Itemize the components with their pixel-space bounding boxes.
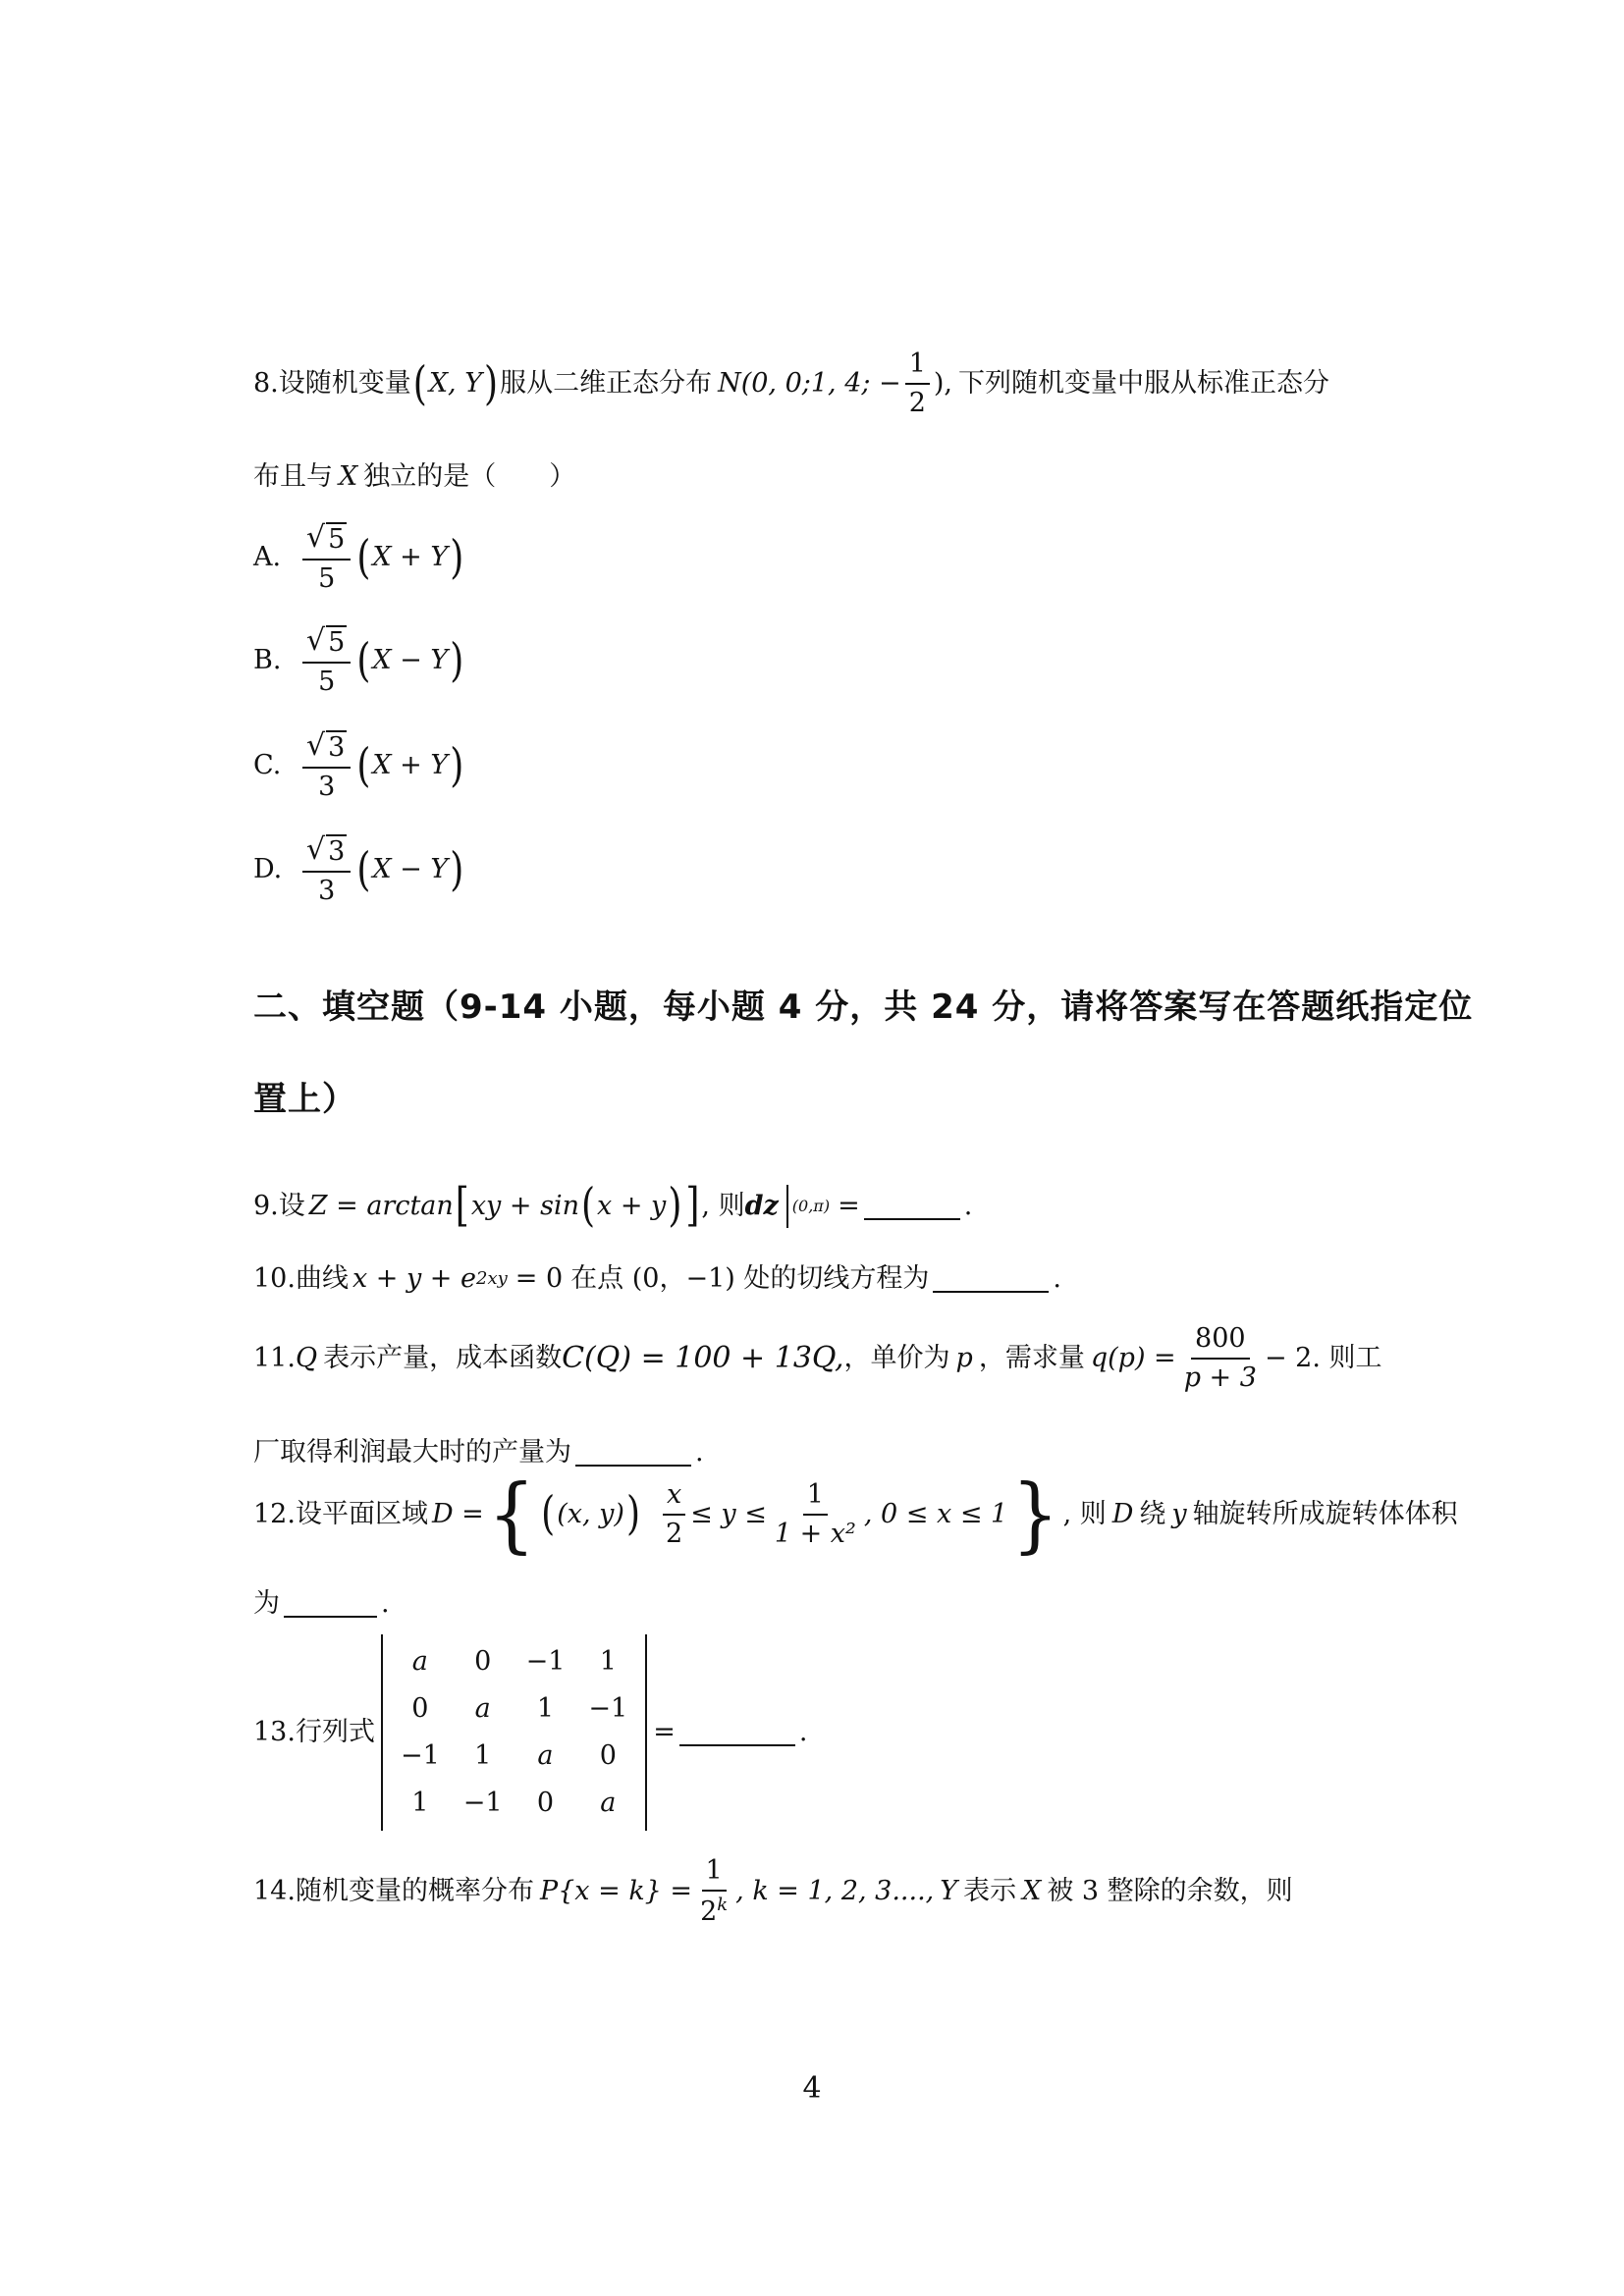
q12-line1: 12.设平面区域 D = { ( (x, y) ) $\frac{x}{2}$ ≤ y ≤ $\frac{1}{\text{1 + x²}}$ , 0 ≤ x ≤ 1 } , 则 D 绕 y 轴旋转所成旋转体体积 (253, 1466, 1458, 1563)
page-number: 4 (802, 2071, 822, 2106)
det-row: 0 a 1 −1 (411, 1692, 628, 1724)
q8-line1: 8.设随机变量 ( X, Y ) 服从二维正态分布 N(0, 0;1, 4; − $\frac{1}{2}$ ), 下列随机变量中服从标准正态分 (253, 348, 1329, 419)
det-row: −1 1 a 0 (400, 1739, 617, 1771)
section-heading-line2: 置上） (253, 1080, 356, 1119)
fraction-half: $\frac{1}{2}$ (905, 348, 930, 420)
q8-line2: 布且与 X 独立的是（ ） (253, 461, 576, 492)
section-heading-line1: 二、填空题（9-14 小题，每小题 4 分，共 24 分，请将答案写在答题纸指定位 (253, 988, 1474, 1027)
q10-line: 10.曲线 x + y + e 2xy = 0 在点 (0，−1) 处的切线方程为 . (253, 1263, 1061, 1294)
q14-line: 14.随机变量的概率分布 P{x = k} = $\frac{1}{2^k}$ , k = 1, 2, 3...., Y 表示 X 被 3 整除的余数，则 (253, 1855, 1293, 1928)
det-row: a 0 −1 1 (411, 1645, 617, 1677)
q8-option-a: A. √ 5 5 ( X + Y ) (253, 520, 464, 594)
q11-line1: 11. Q 表示产量，成本函数 C(Q) = 100 + 13Q, ，单价为 p ，需求量 q(p) = $\frac{800}{p + 3}$ − 2. 则工 (253, 1323, 1382, 1394)
determinant (381, 1634, 647, 1831)
q9-answer-blank[interactable] (864, 1193, 960, 1220)
q13-line: 13.行列式 a 0 −1 1 0 a 1 −1 −1 1 a 0 1 −1 0 a = . (253, 1634, 1379, 1831)
q9-line: 9.设 Z = arctan [ xy + sin ( x + y ) ] , 则 dz (0,π) = . (253, 1180, 973, 1233)
q8-option-d: D. √ 3 3 ( X − Y ) (253, 832, 464, 906)
det-row: 1 −1 0 a (411, 1787, 617, 1818)
q8-option-c: C. √ 3 3 ( X + Y ) (253, 728, 464, 802)
q12-line2: 为 . (253, 1588, 390, 1619)
q10-answer-blank[interactable] (933, 1265, 1049, 1293)
q8-option-b: B. √ 5 5 ( X − Y ) (253, 623, 464, 697)
q11-line2: 厂取得利润最大时的产量为 . (253, 1437, 704, 1468)
q11-answer-blank[interactable] (575, 1439, 691, 1467)
q12-answer-blank[interactable] (284, 1590, 377, 1618)
q13-answer-blank[interactable] (679, 1719, 795, 1746)
